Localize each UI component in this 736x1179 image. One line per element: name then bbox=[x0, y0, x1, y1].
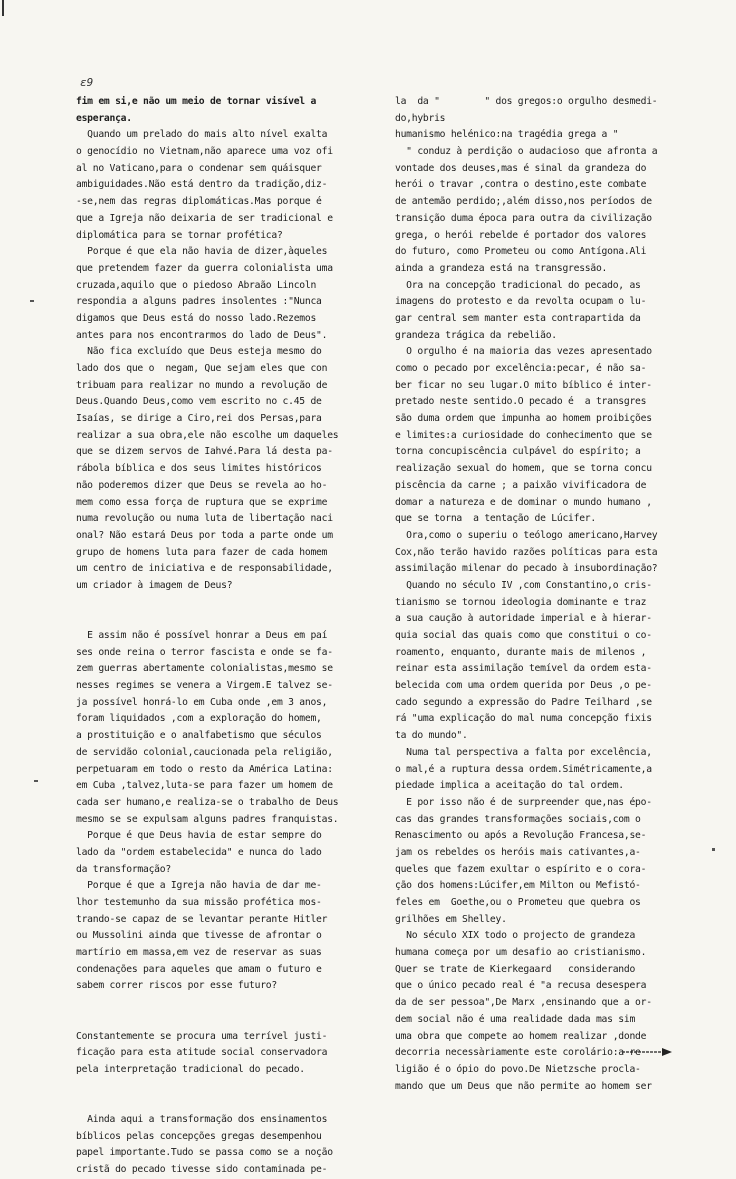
text-line: pela interpretação tradicional do pecado. bbox=[76, 1063, 305, 1075]
text-line: Porque é que a Igreja não havia de dar me- bbox=[76, 880, 322, 892]
text-line: queles que fazem exultar o espírito e o cora- bbox=[395, 863, 647, 875]
text-line: do,hybris bbox=[395, 112, 652, 124]
text-line: jam os rebeldes os heróis mais cativantes,a- bbox=[395, 846, 641, 858]
text-line: Ainda aqui a transformação dos ensinamentos bbox=[76, 1113, 328, 1125]
text-line: quia social das quais como que constitui o co- bbox=[395, 630, 652, 641]
text-line: fim em si,e não um meio de tornar visível a bbox=[76, 96, 317, 107]
text-line: Quando no século IV ,com Constantino,o cris- bbox=[395, 579, 652, 591]
text-line: feles em Goethe,ou o Prometeu que quebra os bbox=[395, 897, 641, 908]
text-line: tianismo se tornou ideologia dominante e traz bbox=[395, 596, 647, 608]
continuation-arrow-icon bbox=[622, 1047, 672, 1057]
text-line: e limites:a curiosidade do conhecimento que se bbox=[395, 429, 652, 441]
text-line: trando-se capaz de se levantar perante Hitler bbox=[76, 913, 328, 925]
text-line: lado da "ordem estabelecida" e nunca do lado bbox=[76, 846, 322, 858]
text-line: cristã do pecado tivesse sido contaminada pe- bbox=[76, 1164, 328, 1175]
text-line: sabem correr riscos por esse futuro? bbox=[76, 980, 277, 992]
right-text-column bbox=[395, 94, 705, 1095]
text-line: tribuam para realizar no mundo a revolução de bbox=[76, 379, 328, 391]
text-line: belecida com uma ordem querida por Deus ,o pe- bbox=[395, 680, 652, 692]
text-line: lhor testemunho da sua missão profética mos- bbox=[76, 897, 322, 908]
text-line: Constantemente se procura uma terrível justi- bbox=[76, 1030, 328, 1042]
text-line: herói o travar ,contra o destino,este combate bbox=[395, 179, 647, 191]
text-line: um criador à imagem de Deus? bbox=[76, 579, 233, 591]
text-line: domar a natureza e de dominar o mundo humano , bbox=[395, 496, 652, 508]
text-line: decorria necessàriamente este corolário:a re- bbox=[395, 1047, 647, 1059]
text-line: humana começa por um desafio ao cristianismo. bbox=[395, 947, 647, 959]
text-line: -se,nem das regras diplomáticas.Mas porque é bbox=[76, 196, 322, 208]
text-line bbox=[76, 611, 370, 628]
text-line: mando que um Deus que não permite ao homem ser bbox=[395, 1080, 652, 1092]
text-line: cado segundo a expressão do Padre Teilhard ,se bbox=[395, 696, 652, 708]
text-line: cas das grandes transformações sociais,com o bbox=[395, 813, 641, 825]
text-line: ou Mussolini ainda que tivesse de afrontar o bbox=[76, 930, 322, 942]
text-line: grupo de homens luta para fazer de cada homem bbox=[76, 546, 328, 558]
text-line: gar central sem manter esta contrapartida da bbox=[395, 312, 641, 324]
text-line: ligião é o ópio do povo.De Nietzsche procla- bbox=[395, 1063, 641, 1075]
text-line: de servidão colonial,caucionada pela religião, bbox=[76, 746, 333, 758]
text-line: são duma ordem que impunha ao homem proibições bbox=[395, 413, 652, 425]
margin-mark bbox=[34, 780, 38, 782]
text-line: Renascimento ou após a Revolução Francesa,se- bbox=[395, 830, 647, 842]
margin-mark bbox=[30, 300, 34, 302]
text-line: No século XIX todo o projecto de grandeza bbox=[395, 930, 636, 942]
text-line: numa revolução ou numa luta de libertação naci bbox=[76, 513, 333, 525]
left-text-column bbox=[76, 94, 370, 1179]
text-line: E assim não é possível honrar a Deus em paí bbox=[76, 630, 328, 641]
text-line: uma obra que compete ao homem realizar ,donde bbox=[395, 1030, 647, 1042]
text-line: foram liquidados ,com a exploração do homem, bbox=[76, 713, 322, 725]
text-line: Ora,como o superiu o teólogo americano,Harvey bbox=[395, 529, 658, 541]
text-line: martírio em massa,em vez de reservar as suas bbox=[76, 947, 322, 959]
page-corner-mark: ɛ9 bbox=[80, 76, 94, 89]
text-line: Numa tal perspectiva a falta por excelência, bbox=[395, 746, 652, 758]
text-line: Porque é que ela não havia de dizer,àqueles bbox=[76, 246, 328, 258]
text-line: papel importante.Tudo se passa como se a noção bbox=[76, 1147, 333, 1159]
text-line: rábola bíblica e dos seus limites históricos bbox=[76, 463, 322, 475]
text-line: realizar a sua obra,ele não escolhe um daqueles bbox=[76, 429, 339, 441]
text-line: mem como essa força de ruptura que se exprime bbox=[76, 496, 328, 508]
text-line: que se dizem servos de Iahvé.Para lá desta pa- bbox=[76, 446, 333, 458]
text-line: em Cuba ,talvez,luta-se para fazer um homem de bbox=[76, 780, 333, 792]
text-line: ta do mundo". bbox=[395, 730, 468, 742]
text-line: imagens do protesto e da revolta ocupam o lu- bbox=[395, 296, 647, 308]
text-line: ses onde reina o terror fascista e onde se fa- bbox=[76, 646, 333, 658]
text-line: piedade implica a aceitação do tal ordem. bbox=[395, 780, 624, 792]
text-line: o mal,é a ruptura dessa ordem.Simétricamente,a bbox=[395, 763, 652, 775]
text-line: perpetuaram em todo o resto da América Latina: bbox=[76, 763, 333, 775]
text-line: dem social não é uma realidade dada mas sim bbox=[395, 1013, 636, 1025]
text-line: torna concupiscência culpável do espírito; a bbox=[395, 446, 641, 458]
text-line bbox=[76, 1095, 370, 1112]
text-line: que se torna a tentação de Lúcifer. bbox=[395, 513, 596, 525]
text-line: O orgulho é na maioria das vezes apresentado bbox=[395, 346, 652, 358]
text-line: que pretendem fazer da guerra colonialista uma bbox=[76, 262, 333, 274]
text-line: Porque é que Deus havia de estar sempre do bbox=[76, 830, 322, 842]
text-line: onal? Não estará Deus por toda a parte onde um bbox=[76, 529, 333, 541]
text-line: lado dos que o negam, Que sejam eles que con bbox=[76, 363, 328, 374]
text-line: diplomática para se tornar profética? bbox=[76, 229, 283, 241]
text-line: ber ficar no seu lugar.O mito bíblico é inter- bbox=[395, 379, 652, 391]
text-line: não poderemos dizer que Deus se revela ao ho- bbox=[76, 479, 328, 491]
text-line: condenações para aqueles que amam o futuro e bbox=[76, 963, 322, 975]
margin-mark bbox=[712, 848, 715, 851]
text-line: esperança. bbox=[76, 112, 132, 124]
text-line: al no Vaticano,para o condenar sem quáisquer bbox=[76, 162, 322, 174]
text-line: ficação para esta atitude social conservadora bbox=[76, 1047, 328, 1059]
text-line: humanismo helénico:na tragédia grega a " bbox=[395, 129, 619, 141]
text-line: Quer se trate de Kierkegaard considerando bbox=[395, 963, 636, 975]
text-line: Deus.Quando Deus,como vem escrito no c.45 de bbox=[76, 396, 322, 408]
text-line: nesses regimes se venera a Virgem.E talvez se- bbox=[76, 680, 333, 692]
text-line: como o pecado por excelência:pecar, é não sa- bbox=[395, 363, 647, 374]
text-line: grega, o herói rebelde é portador dos valores bbox=[395, 229, 647, 241]
text-line: piscência da carne ; a paixão vivificadora de bbox=[395, 479, 647, 491]
text-line: ambiguidades.Não está dentro da tradição,diz- bbox=[76, 179, 328, 191]
text-line: " conduz à perdição o audacioso que afronta a bbox=[395, 146, 658, 158]
text-line bbox=[76, 595, 370, 612]
text-line: ainda a grandeza está na transgressão. bbox=[395, 262, 608, 274]
text-line: Ora na concepção tradicional do pecado, as bbox=[395, 279, 641, 291]
text-line: que o único pecado real é "a recusa desespera bbox=[395, 980, 647, 992]
text-line: digamos que Deus está do nosso lado.Rezemos bbox=[76, 312, 317, 324]
text-line: do futuro, como Prometeu ou como Antígona.Ali bbox=[395, 246, 647, 258]
text-line: transição duma época para outra da civilização bbox=[395, 212, 652, 224]
text-line: pretado neste sentido.O pecado é a transgres bbox=[395, 396, 647, 408]
text-line: ja possível honrá-lo em Cuba onde ,em 3 anos, bbox=[76, 696, 328, 708]
text-line: Isaías, se dirige a Ciro,rei dos Persas,para bbox=[76, 413, 322, 425]
text-line: roamento, enquanto, durante mais de milenos , bbox=[395, 646, 647, 658]
page-edge-mark bbox=[2, 0, 4, 16]
text-line: bíblicos pelas concepções gregas desempenhou bbox=[76, 1130, 322, 1142]
text-line bbox=[76, 1079, 370, 1096]
text-line: rá "uma explicação do mal numa concepção fixis bbox=[395, 713, 652, 725]
text-line: Não fica excluído que Deus esteja mesmo do bbox=[76, 346, 322, 358]
text-line bbox=[76, 995, 370, 1012]
text-line: ção dos homens:Lúcifer,em Milton ou Mefistó- bbox=[395, 880, 641, 892]
text-line: o genocídio no Vietnam,não aparece uma voz ofi bbox=[76, 146, 333, 158]
text-line: reinar esta assimilação temível da ordem esta- bbox=[395, 663, 652, 675]
text-line: da de ser pessoa",De Marx ,ensinando que a or- bbox=[395, 997, 652, 1009]
text-line: de antemão perdido;,além disso,nos períodos de bbox=[395, 196, 652, 208]
text-line: mesmo se se expulsam alguns padres franquistas. bbox=[76, 813, 339, 825]
text-line: da transformação? bbox=[76, 863, 171, 875]
text-line: cada ser humano,e realiza-se o trabalho de Deus bbox=[76, 796, 339, 808]
text-line: a sua caução à autoridade imperial e à hierar- bbox=[395, 613, 652, 625]
text-line: que a Igreja não deixaria de ser tradicional e bbox=[76, 212, 333, 224]
text-line: vontade dos deuses,mas é sinal da grandeza do bbox=[395, 162, 647, 174]
text-line: cruzada,aquilo que o piedoso Abraão Lincoln bbox=[76, 279, 317, 291]
text-line: la da " " dos gregos:o orgulho desmedi- bbox=[395, 96, 658, 107]
text-line: grilhões em Shelley. bbox=[395, 913, 507, 925]
text-line: antes para nos encontrarmos do lado de Deus". bbox=[76, 329, 328, 341]
text-line: um centro de iniciativa e de responsabilidade, bbox=[76, 563, 333, 575]
text-line bbox=[76, 1012, 370, 1029]
text-line: grandeza trágica da rebelião. bbox=[395, 329, 557, 341]
text-line: a prostituição e o analfabetismo que séculos bbox=[76, 730, 322, 742]
text-line: zem guerras abertamente colonialistas,mesmo se bbox=[76, 663, 333, 675]
text-line: realização sexual do homem, que se torna concu bbox=[395, 463, 652, 475]
text-line: Quando um prelado do mais alto nível exalta bbox=[76, 129, 328, 141]
text-line: E por isso não é de surpreender que,nas épo- bbox=[395, 796, 652, 808]
text-line: respondia a alguns padres insolentes :"Nunca bbox=[76, 296, 322, 308]
text-line: Cox,não terão havido razões políticas para esta bbox=[395, 546, 658, 558]
text-line: assimilação milenar do pecado à insubordinação? bbox=[395, 563, 658, 575]
